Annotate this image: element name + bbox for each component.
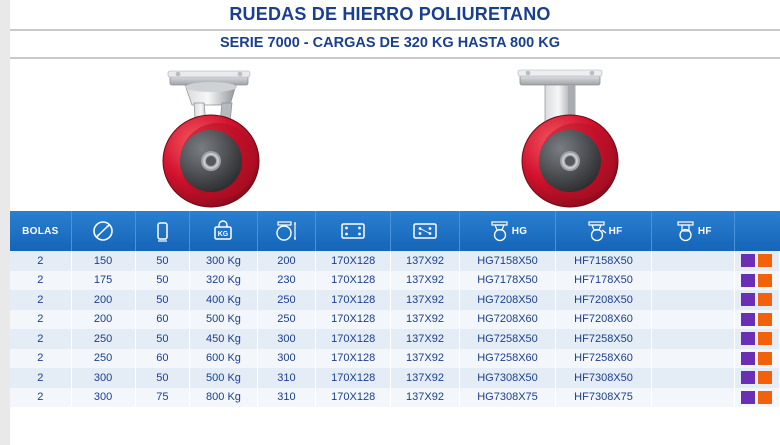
table-cell: 500 Kg xyxy=(190,310,257,330)
table-row xyxy=(10,271,780,291)
table-row xyxy=(10,368,780,388)
table-cell: 300 xyxy=(71,368,135,388)
color-swatch-cell xyxy=(734,349,779,369)
header-rigid-code: HF xyxy=(651,211,734,251)
table-cell: HF7158X50 xyxy=(556,251,652,271)
wheel-width-icon xyxy=(150,219,174,243)
header-load-capacity xyxy=(190,211,257,251)
table-cell: HG7208X50 xyxy=(459,290,555,310)
color-swatch-cell xyxy=(734,388,779,408)
table-cell: 170X128 xyxy=(316,368,391,388)
orange-swatch xyxy=(758,371,772,384)
header-bolt-holes xyxy=(391,211,460,251)
table-cell: HF7308X50 xyxy=(556,368,652,388)
table-cell: 170X128 xyxy=(316,310,391,330)
header-swivel-brake-code: HF xyxy=(556,211,652,251)
table-cell: HF7208X60 xyxy=(556,310,652,330)
table-cell: 175 xyxy=(71,271,135,291)
purple-swatch xyxy=(741,293,755,306)
table-cell: HG7258X60 xyxy=(459,349,555,369)
table-cell: HG7308X75 xyxy=(459,388,555,408)
swivel-caster-photo xyxy=(140,65,340,210)
table-cell xyxy=(651,251,734,271)
header-bolas: BOLAS xyxy=(10,211,71,251)
table-cell: 2 xyxy=(10,329,71,349)
purple-swatch xyxy=(741,274,755,287)
purple-swatch xyxy=(741,332,755,345)
table-row xyxy=(10,329,780,349)
color-swatch-cell xyxy=(734,290,779,310)
table-cell: 500 Kg xyxy=(190,368,257,388)
table-cell: 60 xyxy=(135,310,190,330)
header-total-height xyxy=(257,211,316,251)
table-cell: 400 Kg xyxy=(190,290,257,310)
table-body xyxy=(10,251,780,407)
table-cell: 300 xyxy=(71,388,135,408)
color-swatch-cell xyxy=(734,368,779,388)
table-cell: 250 xyxy=(71,329,135,349)
table-row xyxy=(10,388,780,408)
table-cell: HG7158X50 xyxy=(459,251,555,271)
table-cell: 250 xyxy=(257,310,316,330)
page-subtitle: SERIE 7000 - CARGAS DE 320 KG HASTA 800 KG xyxy=(219,35,561,51)
table-cell: 137X92 xyxy=(391,349,460,369)
header-color-swatches xyxy=(734,211,779,251)
table-cell: 170X128 xyxy=(316,290,391,310)
rigid-caster-photo xyxy=(490,65,690,210)
header-swivel-code: HG xyxy=(459,211,555,251)
table-cell: 75 xyxy=(135,388,190,408)
table-cell: 310 xyxy=(257,388,316,408)
table-cell: 2 xyxy=(10,349,71,369)
specifications-table xyxy=(10,211,780,407)
table-cell xyxy=(651,349,734,369)
table-cell: HF7308X75 xyxy=(556,388,652,408)
purple-swatch xyxy=(741,254,755,267)
table-cell: 600 Kg xyxy=(190,349,257,369)
orange-swatch xyxy=(758,254,772,267)
page-header xyxy=(0,0,780,59)
table-cell xyxy=(651,271,734,291)
table-cell: 310 xyxy=(257,368,316,388)
color-swatch-cell xyxy=(734,329,779,349)
purple-swatch xyxy=(741,313,755,326)
header-wheel-width xyxy=(135,211,190,251)
table-cell: 170X128 xyxy=(316,251,391,271)
table-cell: 50 xyxy=(135,271,190,291)
table-cell: 300 xyxy=(257,329,316,349)
purple-swatch xyxy=(741,371,755,384)
table-cell xyxy=(651,368,734,388)
table-cell: HF7258X60 xyxy=(556,349,652,369)
table-cell: 50 xyxy=(135,368,190,388)
table-cell: 137X92 xyxy=(391,388,460,408)
total-height-icon xyxy=(273,219,299,243)
table-cell: 800 Kg xyxy=(190,388,257,408)
table-row xyxy=(10,349,780,369)
orange-swatch xyxy=(758,332,772,345)
table-cell: 2 xyxy=(10,271,71,291)
color-swatch-cell xyxy=(734,251,779,271)
table-cell xyxy=(651,310,734,330)
page-title: RUEDAS DE HIERRO POLIURETANO xyxy=(229,4,551,24)
table-cell: HG7208X60 xyxy=(459,310,555,330)
table-cell: 320 Kg xyxy=(190,271,257,291)
table-cell: 170X128 xyxy=(316,271,391,291)
table-cell: HF7258X50 xyxy=(556,329,652,349)
table-cell: 137X92 xyxy=(391,251,460,271)
plate-size-icon xyxy=(338,220,368,242)
table-cell: 170X128 xyxy=(316,349,391,369)
table-cell: HG7308X50 xyxy=(459,368,555,388)
table-cell: 450 Kg xyxy=(190,329,257,349)
rigid-caster-icon xyxy=(674,219,698,243)
table-cell: 60 xyxy=(135,349,190,369)
table-cell: 250 xyxy=(257,290,316,310)
orange-swatch xyxy=(758,391,772,404)
table-row xyxy=(10,251,780,271)
table-cell: 150 xyxy=(71,251,135,271)
table-cell: 200 xyxy=(257,251,316,271)
table-cell: HF7208X50 xyxy=(556,290,652,310)
table-cell: 50 xyxy=(135,329,190,349)
table-cell: HG7258X50 xyxy=(459,329,555,349)
table-cell: 137X92 xyxy=(391,271,460,291)
bolt-holes-icon xyxy=(410,220,440,242)
purple-swatch xyxy=(741,391,755,404)
table-cell: 170X128 xyxy=(316,388,391,408)
table-cell: 250 xyxy=(71,349,135,369)
swivel-caster-icon xyxy=(488,219,512,243)
divider-top xyxy=(0,29,780,31)
table-cell: 137X92 xyxy=(391,310,460,330)
table-cell: 137X92 xyxy=(391,368,460,388)
table-row xyxy=(10,310,780,330)
header-wheel-diameter xyxy=(71,211,135,251)
color-swatch-cell xyxy=(734,271,779,291)
table-header-row xyxy=(10,211,780,251)
table-row xyxy=(10,290,780,310)
table-cell: HF7178X50 xyxy=(556,271,652,291)
product-images xyxy=(0,59,780,211)
orange-swatch xyxy=(758,313,772,326)
table-cell: 50 xyxy=(135,290,190,310)
orange-swatch xyxy=(758,352,772,365)
table-cell: 170X128 xyxy=(316,329,391,349)
swivel-brake-caster-icon xyxy=(585,219,609,243)
purple-swatch xyxy=(741,352,755,365)
table-cell xyxy=(651,329,734,349)
table-cell: 300 xyxy=(257,349,316,369)
table-cell xyxy=(651,290,734,310)
table-cell: 137X92 xyxy=(391,290,460,310)
table-cell: 200 xyxy=(71,290,135,310)
table-cell: 300 Kg xyxy=(190,251,257,271)
color-swatch-cell xyxy=(734,310,779,330)
table-cell xyxy=(651,388,734,408)
orange-swatch xyxy=(758,274,772,287)
table-cell: 2 xyxy=(10,310,71,330)
table-cell: 2 xyxy=(10,251,71,271)
svg-text:KG: KG xyxy=(218,231,229,238)
wheel-diameter-icon xyxy=(90,219,116,243)
table-cell: 230 xyxy=(257,271,316,291)
table-cell: 50 xyxy=(135,251,190,271)
orange-swatch xyxy=(758,293,772,306)
header-plate-size xyxy=(316,211,391,251)
table-cell: 137X92 xyxy=(391,329,460,349)
table-cell: 2 xyxy=(10,368,71,388)
load-capacity-icon xyxy=(210,219,236,243)
table-cell: 200 xyxy=(71,310,135,330)
table-cell: 2 xyxy=(10,290,71,310)
table-cell: 2 xyxy=(10,388,71,408)
table-cell: HG7178X50 xyxy=(459,271,555,291)
